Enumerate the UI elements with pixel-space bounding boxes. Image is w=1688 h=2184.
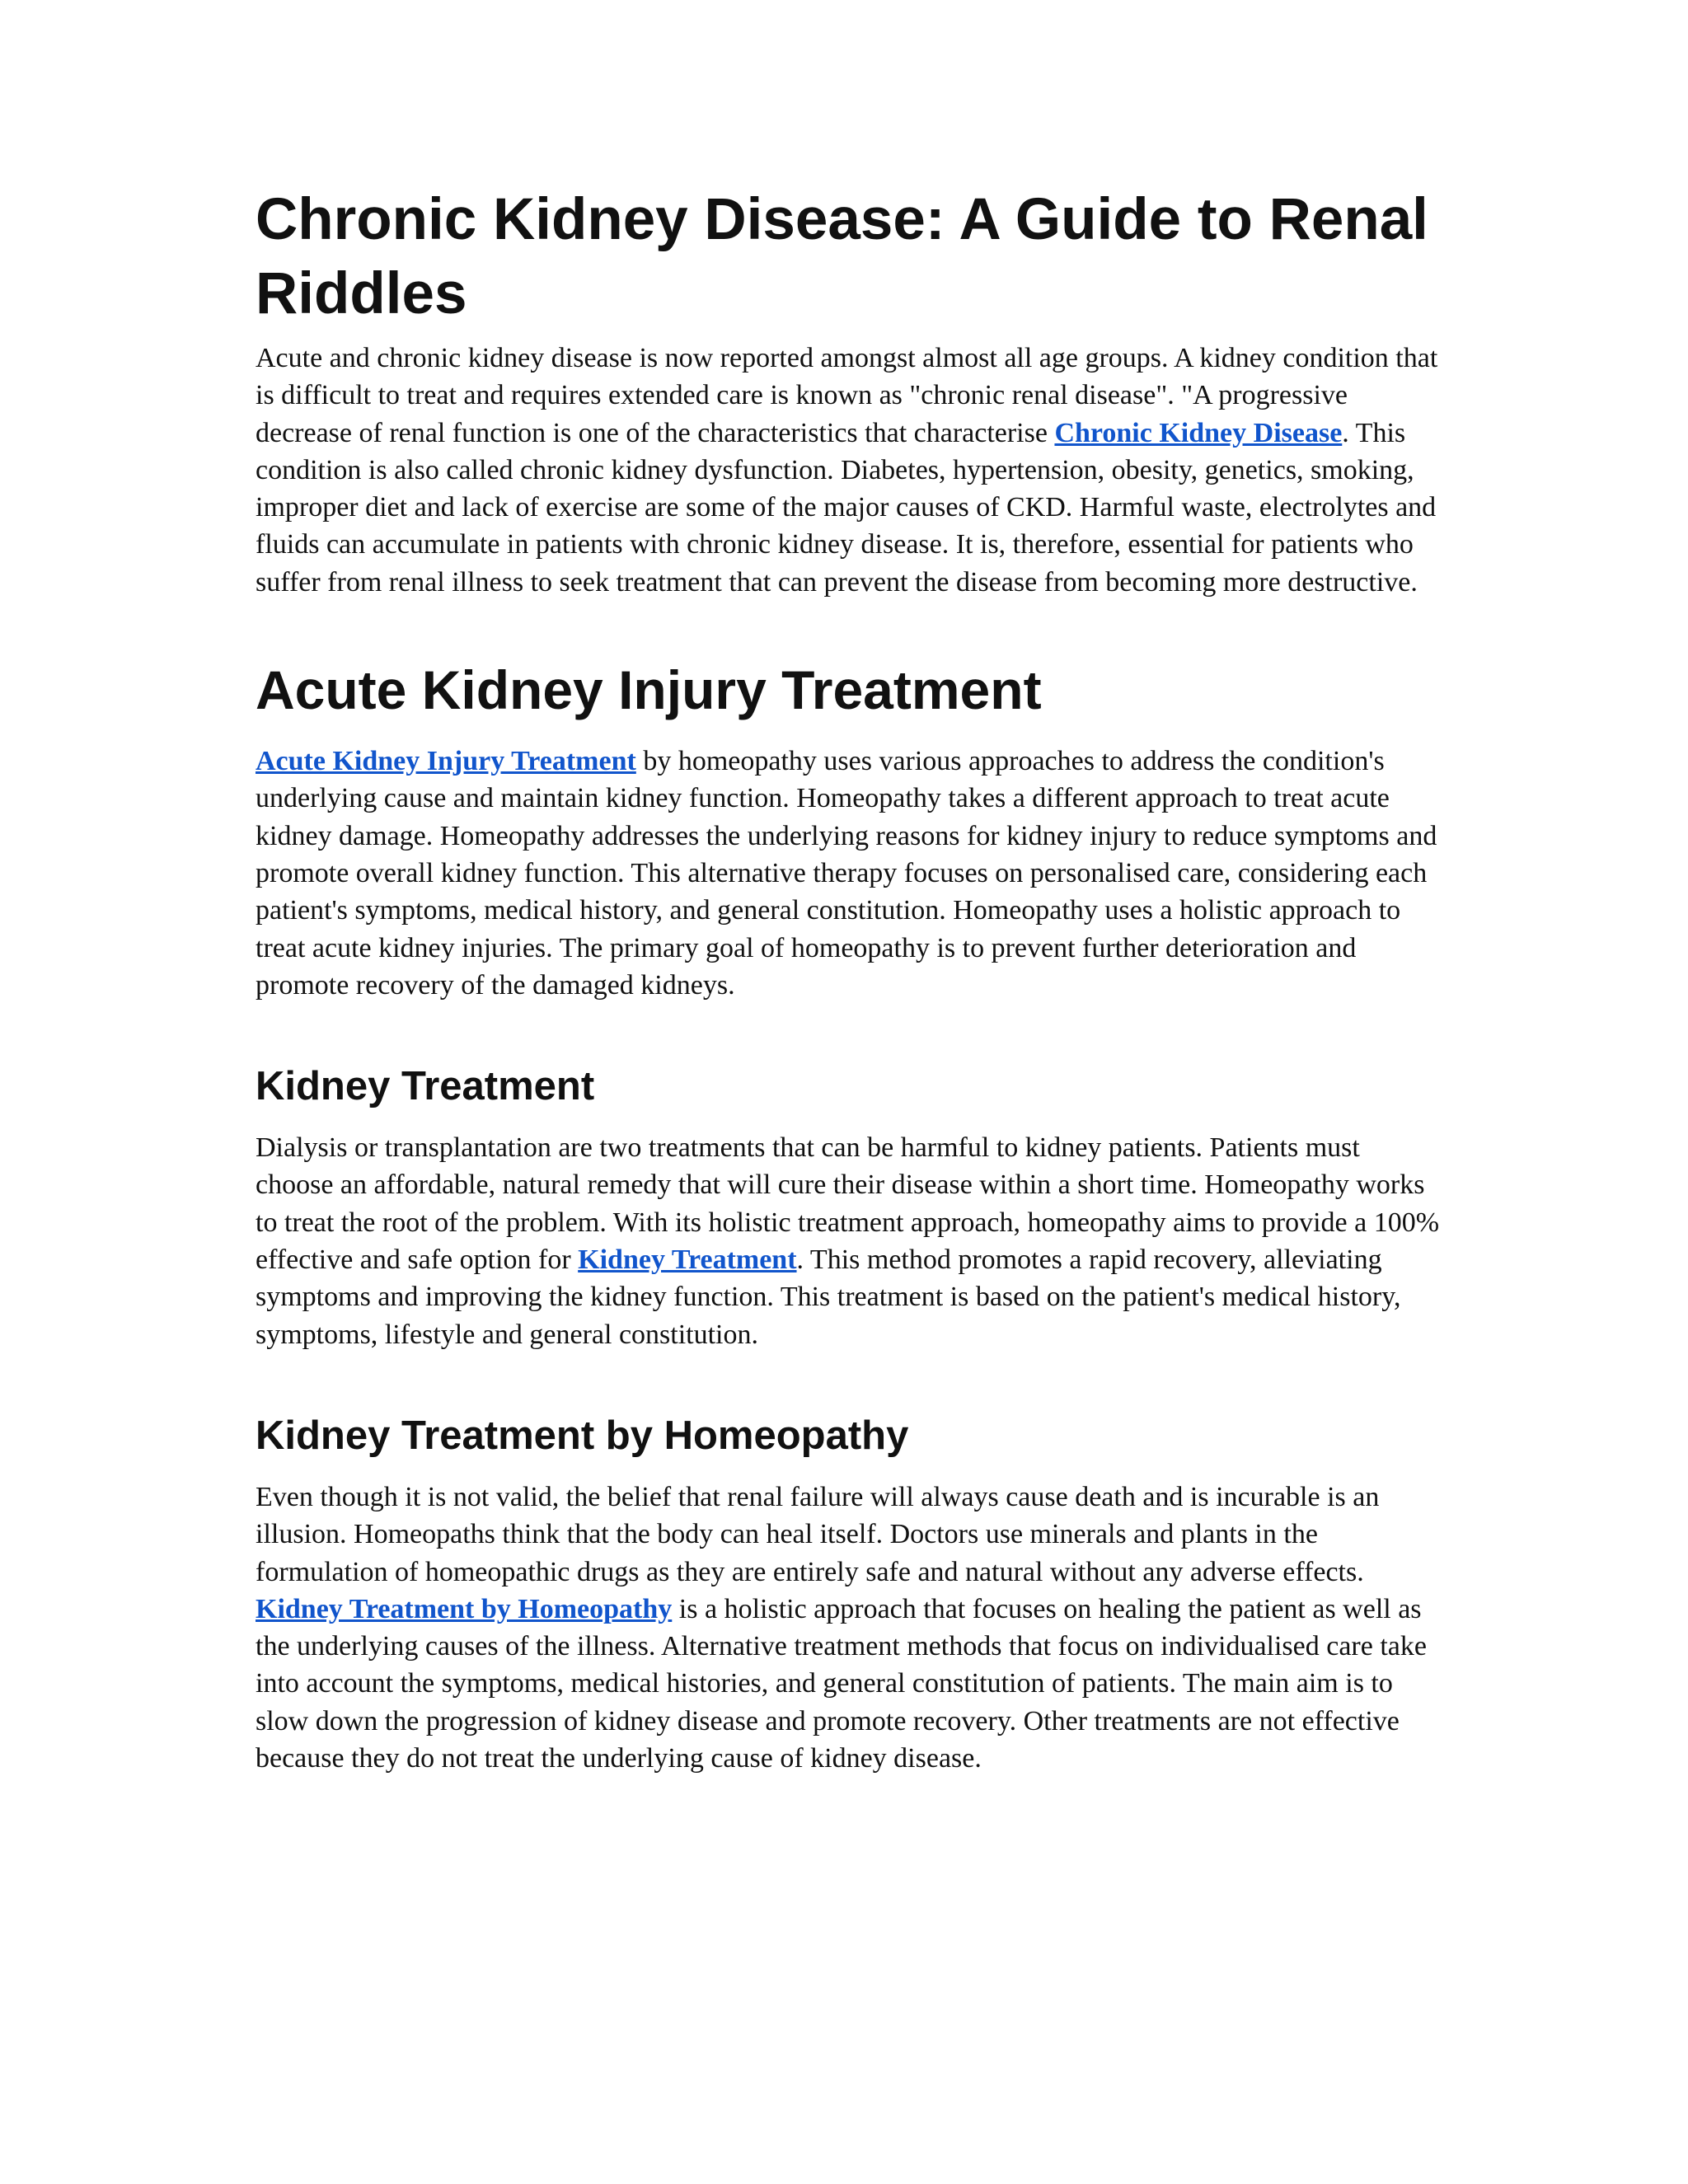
section-heading-kidney-treatment: Kidney Treatment xyxy=(256,1064,595,1109)
section-heading-acute: Acute Kidney Injury Treatment xyxy=(256,659,1042,721)
page-title: Chronic Kidney Disease: A Guide to Renal Riddles xyxy=(256,187,1428,326)
homeopathy-paragraph xyxy=(256,1479,1442,1777)
document-page xyxy=(256,183,1442,1777)
kidney-treatment-by-homeopathy-link[interactable]: Kidney Treatment by Homeopathy xyxy=(256,1593,673,1624)
kidney-text-after: . This method promotes a rapid recovery, alleviating symptoms and improving the kidney function. This treatment is based on the patient's medical history, symptoms, lifestyle and general constitution. xyxy=(256,1244,1401,1350)
kidney-text-before: Dialysis or transplantation are two treatments that can be harmful to kidney patients. Patients must choose an affordable, natural remedy that will cure their disease within a short time. Homeopathy works to treat the root of the problem. With its holistic treatment approach, homeopathy aims to provide a 100% effective and safe option for xyxy=(256,1132,1440,1276)
intro-text-before: Acute and chronic kidney disease is now reported amongst almost all age groups. A kidney condition that is difficult to treat and requires extended care is known as "chronic renal disease". "A progressive decrease of renal function is one of the characteristics that characterise xyxy=(256,343,1438,448)
homeopathy-text-after: is a holistic approach that focuses on healing the patient as well as the underlying causes of the illness. Alternative treatment methods that focus on individualised care take into account the symptoms, medical histories, and general constitution of patients. The main aim is to slow down the progression of kidney disease and promote recovery. Other treatments are not effective because they do not treat the underlying cause of kidney disease. xyxy=(256,1593,1427,1774)
section-heading-homeopathy: Kidney Treatment by Homeopathy xyxy=(256,1413,909,1458)
acute-text-after: by homeopathy uses various approaches to address the condition's underlying cause and maintain kidney function. Homeopathy takes a different approach to treat acute kidney damage. Homeopathy addresses the underlying reasons for kidney injury to reduce symptoms and promote overall kidney function. This alternative therapy focuses on personalised care, considering each patient's symptoms, medical history, and general constitution. Homeopathy uses a holistic approach to treat acute kidney injuries. The primary goal of homeopathy is to prevent further deterioration and promote recovery of the damaged kidneys. xyxy=(256,746,1437,1001)
chronic-kidney-disease-link[interactable]: Chronic Kidney Disease xyxy=(1054,417,1343,448)
kidney-treatment-paragraph xyxy=(256,1129,1442,1353)
acute-paragraph xyxy=(256,743,1442,1004)
homeopathy-text-before: Even though it is not valid, the belief that renal failure will always cause death and is incurable is an illusion. Homeopaths think that the body can heal itself. Doctors use minerals and plants in the formulation of homeopathic drugs as they are entirely safe and natural without any adverse effects. xyxy=(256,1481,1380,1587)
acute-kidney-injury-treatment-link[interactable]: Acute Kidney Injury Treatment xyxy=(256,746,636,777)
kidney-treatment-link[interactable]: Kidney Treatment xyxy=(578,1244,797,1276)
intro-text-after: . This condition is also called chronic kidney dysfunction. Diabetes, hypertension, obesity, genetics, smoking, improper diet and lack of exercise are some of the major causes of CKD. Harmful waste, electrolytes and fluids can accumulate in patients with chronic kidney disease. It is, therefore, essential for patients who suffer from renal illness to seek treatment that can prevent the disease from becoming more destructive. xyxy=(256,417,1437,598)
intro-paragraph xyxy=(256,340,1442,601)
